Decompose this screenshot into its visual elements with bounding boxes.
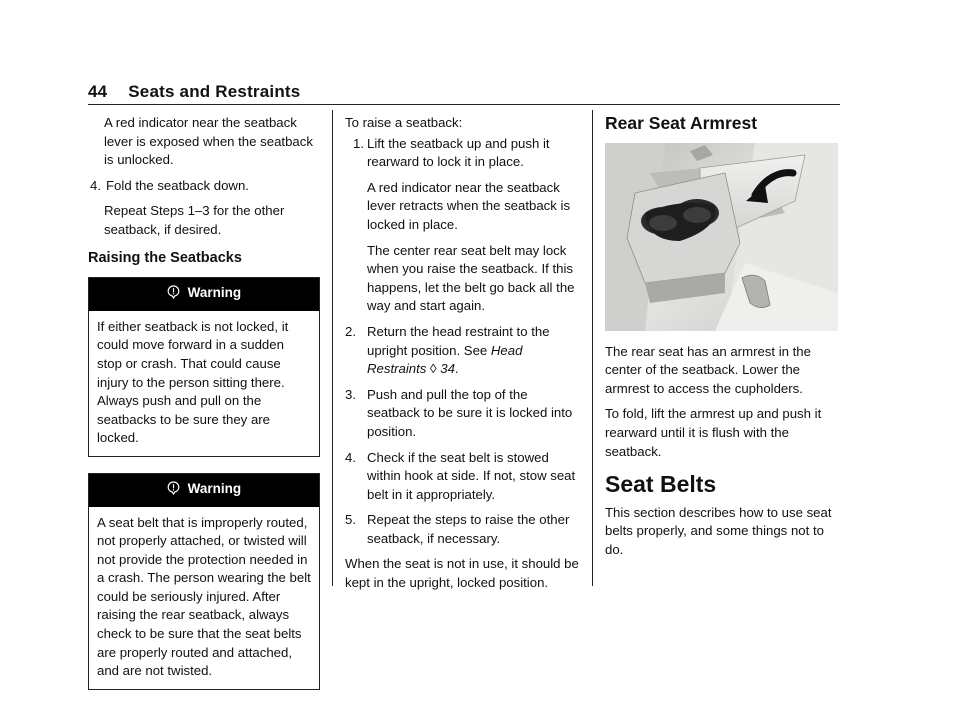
warning-title: Warning [187, 480, 242, 496]
closing-paragraph: When the seat is not in use, it should be kept in the upright, locked position. [345, 556, 579, 591]
section-heading-raising: Raising the Seatbacks [88, 249, 242, 266]
warning-header [89, 474, 319, 507]
warning-text: A seat belt that is improperly routed, not properly attached, or twisted will not provide the protection needed in a crash. The person wearing the belt could be seriously injured. After raising the rear seatback, always check to be sure that the seat belts are properly routed and attached, and are not twisted. [97, 514, 311, 679]
column-1 [88, 114, 320, 706]
column-2 [345, 114, 581, 600]
section-heading-seat-belts: Seat Belts [605, 471, 717, 498]
raise-step-5 [345, 511, 581, 555]
armrest-paragraph-1: The rear seat has an armrest in the center of the seatback. Lower the armrest to access the cupholders. [605, 343, 811, 396]
page-ref-glyph: ◊ [430, 361, 437, 377]
raise-step-4 [345, 449, 581, 512]
step-number: 3. [345, 386, 356, 402]
head-restraints-link[interactable]: Head Restraints [367, 342, 523, 377]
warning-title: Warning [187, 285, 242, 301]
column-divider-2 [592, 110, 593, 586]
step-text [359, 323, 581, 379]
armrest-photo [605, 143, 838, 331]
warning-icon [167, 481, 180, 501]
step-text: Repeat the steps to raise the other seatback, if necessary. [367, 512, 570, 546]
warning-icon [167, 285, 180, 305]
column-3 [605, 114, 840, 567]
step-4 [88, 177, 320, 196]
raise-step-1 [345, 135, 581, 323]
warning-box-1 [88, 277, 320, 457]
step-number: 4. [345, 449, 356, 465]
indicator-paragraph: A red indicator near the seatback lever is exposed when the seatback is unlocked. [104, 115, 313, 168]
step-text: Check if the seat belt is stowed within hook at side. If not, stow seat belt in it appropriately. [367, 449, 576, 502]
step-text: Lift the seatback up and push it rearward to lock it in place. [367, 135, 550, 170]
step-text: Fold the seatback down. [106, 177, 249, 193]
step-text-part: Return the head restraint to the upright position. See [367, 323, 550, 358]
step-sub-center-belt: The center rear seat belt may lock when you raise the seatback. If this happens, let the belt go back all the way and start again. [367, 242, 575, 314]
raise-intro: To raise a seatback: [345, 115, 463, 130]
page-ref-number[interactable]: 34 [440, 361, 455, 377]
step-sub-indicator: A red indicator near the seatback lever retracts when the seatback is locked in place. [367, 179, 571, 232]
column-divider-1 [332, 110, 333, 586]
step-number: 2. [345, 323, 356, 339]
step-number: 1. [353, 135, 364, 151]
armrest-paragraph-2: To fold, lift the armrest up and push it rearward until it is flush with the seatback. [605, 406, 822, 459]
step-number: 4. [90, 177, 101, 193]
section-heading-armrest: Rear Seat Armrest [605, 113, 758, 133]
page-ref-icon [426, 361, 440, 376]
step-text-end: . [454, 361, 459, 377]
repeat-paragraph: Repeat Steps 1–3 for the other seatback, if desired. [104, 203, 285, 237]
step-text: Push and pull the top of the seatback to be sure it is locked into position. [367, 386, 573, 439]
raise-step-3 [345, 386, 581, 449]
page-number: 44 [88, 82, 108, 101]
warning-header [89, 278, 319, 311]
chapter-title: Seats and Restraints [128, 82, 301, 101]
warning-text: If either seatback is not locked, it could move forward in a sudden stop or crash. That could cause injury to the person sitting there. Always push and pull on the seatbacks to be sure they are locked. [97, 318, 289, 446]
step-number: 5. [345, 512, 356, 528]
armrest-illustration [605, 143, 838, 331]
seat-belts-paragraph: This section describes how to use seat belts properly, and some things not to do. [605, 504, 832, 557]
header-rule [88, 104, 840, 105]
raise-step-2 [345, 323, 581, 386]
warning-box-2 [88, 473, 320, 690]
page-header [88, 82, 300, 102]
